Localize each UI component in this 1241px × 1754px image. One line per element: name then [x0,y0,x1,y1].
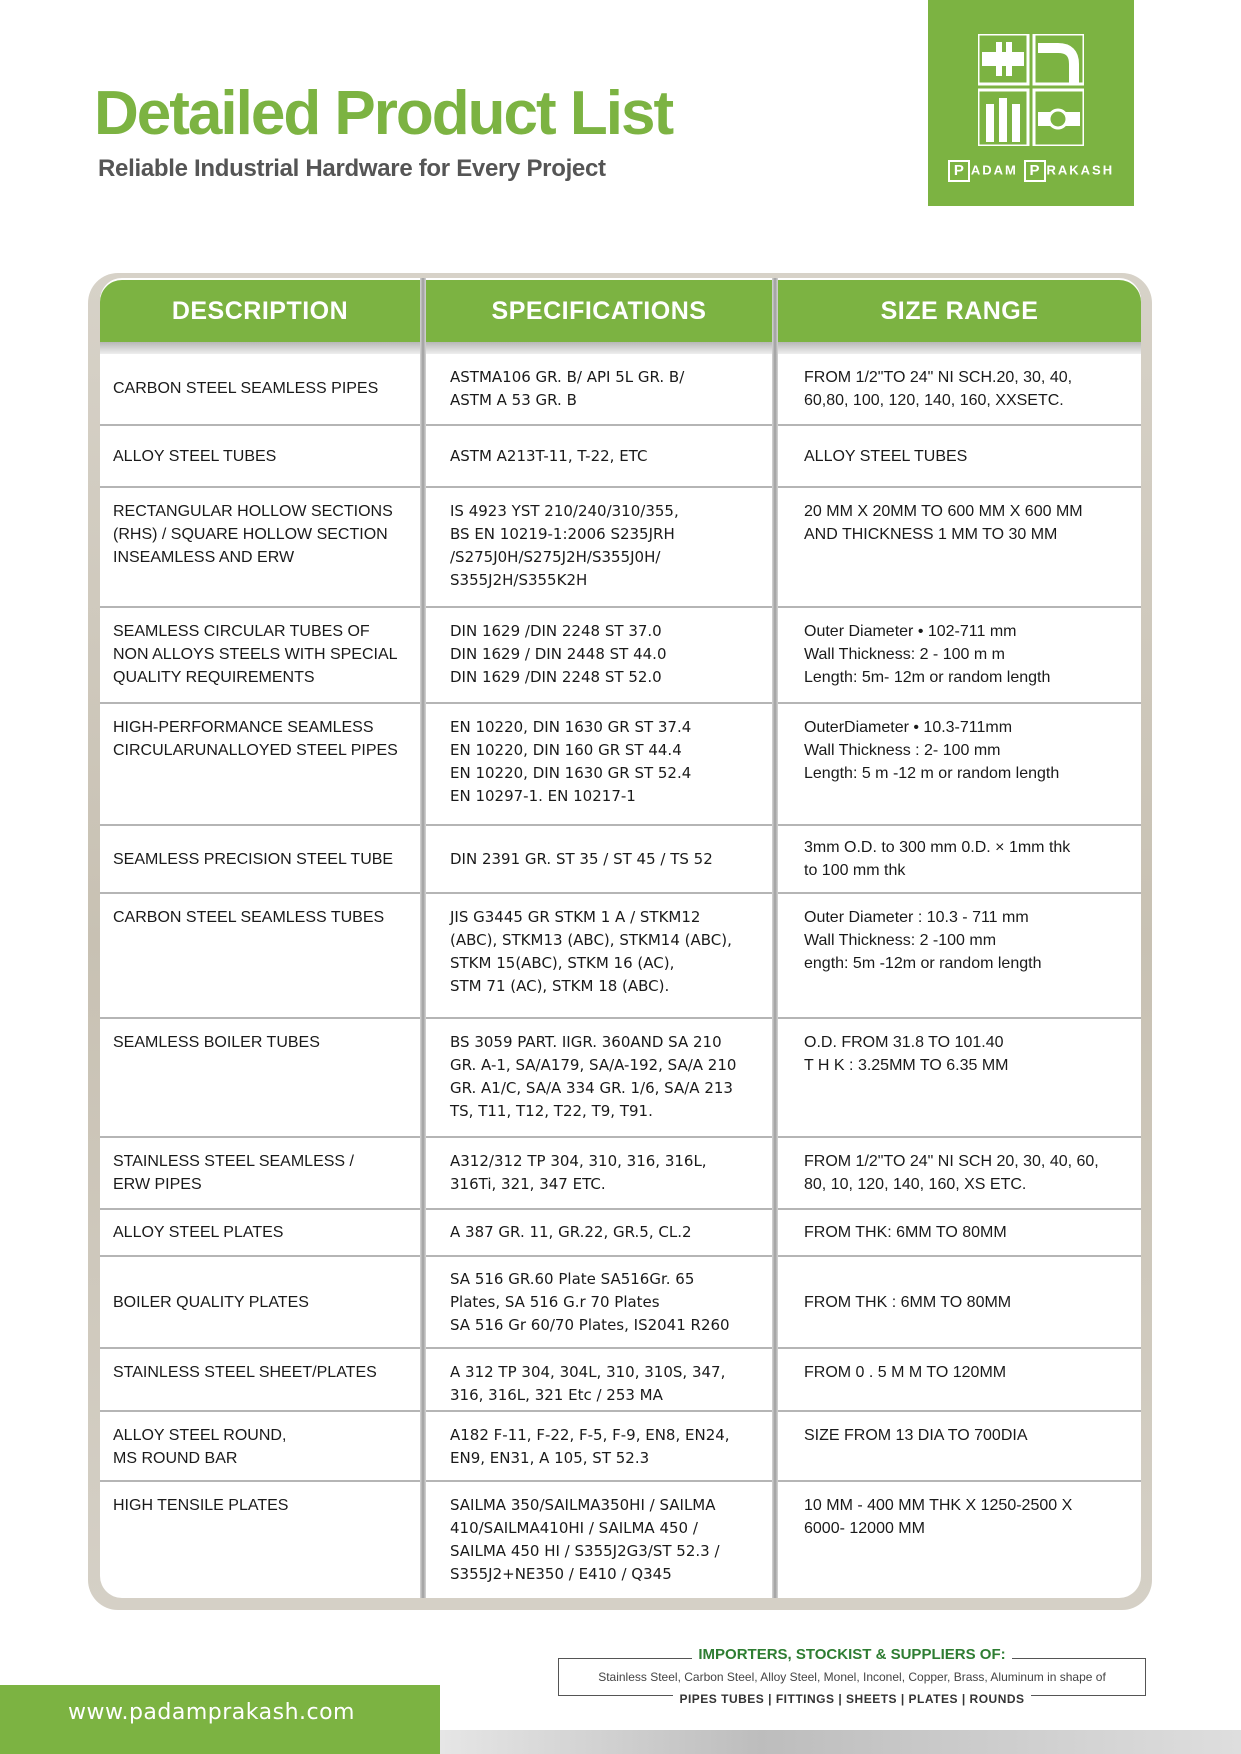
specifications-cell: SAILMA 350/SAILMA350HI / SAILMA 410/SAILMA410HI / SAILMA 450 / SAILMA 450 HI / S355J2G3/ST 52.3 / S355J2+NE350 / E410 / Q345 [450,1496,720,1583]
size-range-cell: SIZE FROM 13 DIA TO 700DIA [804,1427,1028,1444]
shapes-text: PIPES TUBES | FITTINGS | SHEETS | PLATES | ROUNDS [673,1692,1030,1706]
table-row [100,1210,1141,1257]
size-range-cell: FROM THK: 6MM TO 80MM [804,1224,1007,1241]
page-title: Detailed Product List [94,79,673,148]
specifications-cell: DIN 1629 /DIN 2248 ST 37.0 DIN 1629 / DIN 2448 ST 44.0 DIN 1629 /DIN 2248 ST 52.0 [450,622,667,686]
logo-wordmark: P ADAM P RAKASH [928,160,1134,182]
table-row [100,426,1141,488]
table-row [100,1482,1141,1598]
table-row [100,704,1141,826]
website-link[interactable]: www.padamprakash.com [68,1700,355,1725]
size-range-cell: FROM THK : 6MM TO 80MM [804,1293,1012,1311]
table-row [100,1412,1141,1482]
description-cell: CARBON STEEL SEAMLESS TUBES [113,909,385,926]
description-cell: HIGH-PERFORMANCE SEAMLESS CIRCULARUNALLOYED STEEL PIPES [113,719,398,759]
size-range-cell: O.D. FROM 31.8 TO 101.40 T H K : 3.25MM TO 6.35 MM [804,1034,1009,1074]
table-row [100,1349,1141,1412]
table-row [100,353,1141,426]
description-cell: ALLOY STEEL PLATES [113,1224,284,1241]
specifications-cell: EN 10220, DIN 1630 GR ST 37.4 EN 10220, DIN 160 GR ST 44.4 EN 10220, DIN 1630 GR ST 52.4 EN 10297-1. EN 10217-1 [450,718,692,805]
specifications-cell: DIN 2391 GR. ST 35 / ST 45 / TS 52 [450,849,713,868]
specifications-cell: JIS G3445 GR STKM 1 A / STKM12 (ABC), STKM13 (ABC), STKM14 (ABC), STKM 15(ABC), STKM 16 (AC), STM 71 (AC), STKM 18 (ABC). [450,908,732,995]
pipes-fittings-icon [978,34,1084,146]
table-row [100,488,1141,608]
description-cell: SEAMLESS CIRCULAR TUBES OF NON ALLOYS STEELS WITH SPECIAL QUALITY REQUIREMENTS [113,623,398,686]
column-divider [772,278,778,1598]
table-row [100,608,1141,704]
column-header-description: DESCRIPTION [100,280,420,342]
size-range-cell: 3mm O.D. to 300 mm 0.D. × 1mm thk to 100 mm thk [804,839,1071,879]
description-cell: SEAMLESS PRECISION STEEL TUBE [113,850,394,868]
description-cell: HIGH TENSILE PLATES [113,1497,289,1514]
specifications-cell: A 387 GR. 11, GR.22, GR.5, CL.2 [450,1223,692,1241]
size-range-cell: ALLOY STEEL TUBES [804,447,968,465]
importers-box [558,1642,1146,1706]
specifications-cell: ASTMA106 GR. B/ API 5L GR. B/ ASTM A 53 GR. B [450,367,685,409]
description-cell: BOILER QUALITY PLATES [113,1293,309,1311]
table-row [100,826,1141,894]
size-range-cell: Outer Diameter • 102-711 mm Wall Thickness: 2 - 100 m m Length: 5m- 12m or random length [804,623,1051,686]
description-cell: ALLOY STEEL TUBES [113,447,277,465]
table-row [100,1138,1141,1210]
description-cell: STAINLESS STEEL SHEET/PLATES [113,1364,377,1381]
footer-stripe [440,1730,1241,1754]
description-cell: STAINLESS STEEL SEAMLESS / ERW PIPES [113,1153,354,1193]
size-range-cell: 10 MM - 400 MM THK X 1250-2500 X 6000- 12000 MM [804,1497,1073,1537]
specifications-cell: BS 3059 PART. IIGR. 360AND SA 210 GR. A-1, SA/A179, SA/A-192, SA/A 210 GR. A1/C, SA/A 334 GR. 1/6, SA/A 213 TS, T11, T12, T22, T9, T91. [450,1033,737,1120]
importers-title: IMPORTERS, STOCKIST & SUPPLIERS OF: [692,1646,1011,1663]
specifications-cell: A182 F-11, F-22, F-5, F-9, EN8, EN24, EN9, EN31, A 105, ST 52.3 [450,1426,730,1467]
column-header-specifications: SPECIFICATIONS [426,280,772,342]
size-range-cell: Outer Diameter : 10.3 - 711 mm Wall Thickness: 2 -100 mm ength: 5m -12m or random length [804,909,1042,972]
specifications-cell: A 312 TP 304, 304L, 310, 310S, 347, 316, 316L, 321 Etc / 253 MA [450,1363,726,1404]
column-header-size-range: SIZE RANGE [778,280,1141,342]
description-cell: ALLOY STEEL ROUND, MS ROUND BAR [113,1427,287,1467]
table-row [100,894,1141,1019]
column-divider [420,278,426,1598]
size-range-cell: FROM 1/2"TO 24" NI SCH.20, 30, 40, 60,80, 100, 120, 140, 160, XXSETC. [804,368,1073,409]
table-row [100,1019,1141,1138]
specifications-cell: ASTM A213T-11, T-22, ETC [450,446,648,465]
size-range-cell: FROM 1/2"TO 24" NI SCH 20, 30, 40, 60, 80, 10, 120, 140, 160, XS ETC. [804,1153,1099,1193]
description-cell: SEAMLESS BOILER TUBES [113,1034,320,1051]
description-cell: RECTANGULAR HOLLOW SECTIONS (RHS) / SQUARE HOLLOW SECTION INSEAMLESS AND ERW [113,503,393,566]
materials-text: Stainless Steel, Carbon Steel, Alloy Steel, Monel, Inconel, Copper, Brass, Aluminum in shape of [598,1670,1106,1684]
page-subtitle: Reliable Industrial Hardware for Every Project [98,155,606,182]
specifications-cell: SA 516 GR.60 Plate SA516Gr. 65 Plates, SA 516 G.r 70 Plates SA 516 Gr 60/70 Plates, IS2041 R260 [450,1269,730,1334]
company-logo [928,0,1134,206]
size-range-cell: FROM 0 . 5 M M TO 120MM [804,1364,1007,1381]
table-row [100,1257,1141,1349]
size-range-cell: 20 MM X 20MM TO 600 MM X 600 MM AND THICKNESS 1 MM TO 30 MM [804,503,1083,543]
specifications-cell: IS 4923 YST 210/240/310/355, BS EN 10219-1:2006 S235JRH /S275J0H/S275J2H/S355J0H/ S355J2H/S355K2H [450,502,679,589]
size-range-cell: OuterDiameter • 10.3-711mm Wall Thickness : 2- 100 mm Length: 5 m -12 m or random length [804,719,1060,782]
specifications-cell: A312/312 TP 304, 310, 316, 316L, 316Ti, 321, 347 ETC. [450,1152,707,1193]
description-cell: CARBON STEEL SEAMLESS PIPES [113,380,379,397]
